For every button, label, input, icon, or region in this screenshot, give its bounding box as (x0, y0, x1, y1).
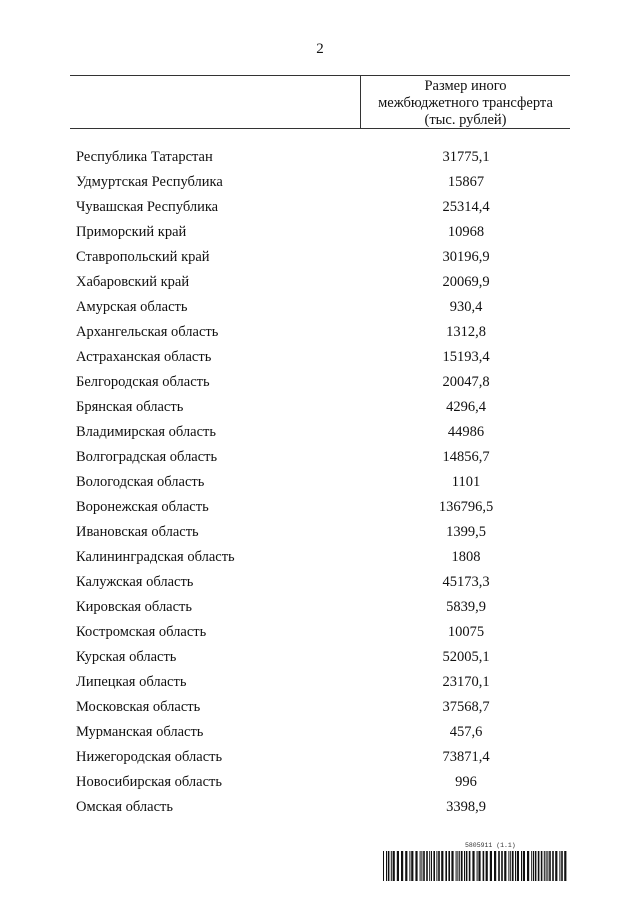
barcode-bar (549, 851, 551, 881)
transfer-amount: 15193,4 (442, 349, 490, 365)
table-row (0, 545, 640, 570)
table-row (0, 395, 640, 420)
barcode-bar (469, 851, 471, 881)
table-row (0, 270, 640, 295)
barcode-bar (415, 851, 417, 881)
barcode-bar (527, 851, 529, 881)
table-header-amount-cell (361, 78, 570, 129)
region-name: Вологодская область (76, 474, 205, 490)
table-row (0, 645, 640, 670)
transfer-amount: 996 (455, 774, 477, 790)
transfer-amount: 4296,4 (446, 399, 486, 415)
barcode-bar (445, 851, 447, 881)
barcode-bar (510, 851, 511, 881)
region-name: Кировская область (76, 599, 193, 615)
transfer-amount: 23170,1 (442, 674, 490, 690)
barcode-bar (544, 851, 545, 881)
header-amount-line-1: Размер иного (424, 78, 507, 94)
transfer-amount: 25314,4 (442, 199, 490, 215)
barcode-bar (477, 851, 478, 881)
barcode-bar (521, 851, 522, 881)
region-name: Владимирская область (76, 424, 216, 440)
transfer-amount: 1808 (451, 549, 481, 565)
barcode-caption: 5805911 (1.1) (465, 842, 516, 849)
region-name: Брянская область (76, 399, 184, 415)
region-name: Липецкая область (76, 674, 187, 690)
barcode-bar (559, 851, 560, 881)
transfer-amount: 1312,8 (446, 324, 486, 340)
barcode-bar (547, 851, 548, 881)
transfer-amount: 10968 (447, 224, 485, 240)
transfer-amount: 20047,8 (442, 374, 490, 390)
barcode-bar (512, 851, 514, 881)
table-row (0, 520, 640, 545)
transfer-amount: 31775,1 (442, 149, 490, 165)
barcode-bar (531, 851, 532, 881)
table-row (0, 745, 640, 770)
barcode-bar (523, 851, 525, 881)
transfer-amount: 37568,7 (442, 699, 490, 715)
barcode-bar (535, 851, 537, 881)
barcode-bar (498, 851, 500, 881)
barcode-bar (483, 851, 485, 881)
transfer-amount: 3398,9 (446, 799, 486, 815)
barcode-bar (564, 851, 566, 881)
barcode-bar (478, 851, 480, 881)
barcode-bar (421, 851, 422, 881)
barcode-bar (423, 851, 425, 881)
barcode-bar (457, 851, 458, 881)
transfer-amount: 14856,7 (442, 449, 490, 465)
barcode-bar (538, 851, 540, 881)
region-name: Костромская область (76, 624, 207, 640)
document-barcode (383, 842, 570, 882)
barcode-bar (433, 851, 435, 881)
table-row (0, 695, 640, 720)
table-row (0, 445, 640, 470)
barcode-bar (494, 851, 496, 881)
barcode-bar (431, 851, 432, 881)
page-number: 2 (316, 41, 324, 57)
transfer-amount: 930,4 (449, 299, 483, 315)
table-row (0, 220, 640, 245)
barcode-bar (448, 851, 450, 881)
barcode-icon (383, 851, 570, 881)
transfer-amount: 20069,9 (442, 274, 490, 290)
header-amount-line-3: (тыс. рублей) (424, 112, 507, 128)
barcode-bar (472, 851, 474, 881)
barcode-bar (383, 851, 384, 881)
region-name: Приморский край (76, 224, 187, 240)
barcode-bar (517, 851, 519, 881)
region-name: Амурская область (76, 299, 188, 315)
region-name: Белгородская область (76, 374, 210, 390)
region-name: Калужская область (76, 574, 194, 590)
barcode-bar (451, 851, 453, 881)
barcode-bar (436, 851, 437, 881)
transfer-amount: 30196,9 (442, 249, 490, 265)
barcode-bar (391, 851, 392, 881)
region-name: Архангельская область (76, 324, 219, 340)
table-row (0, 720, 640, 745)
transfer-amount: 5839,9 (446, 599, 486, 615)
transfer-amount: 1399,5 (446, 524, 486, 540)
barcode-bar (486, 851, 488, 881)
barcode-bar (441, 851, 443, 881)
barcode-bar (461, 851, 463, 881)
barcode-bar (541, 851, 543, 881)
transfer-amount: 457,6 (449, 724, 483, 740)
region-name: Ставропольский край (76, 249, 210, 265)
table-row (0, 295, 640, 320)
table-row (0, 320, 640, 345)
table-row (0, 195, 640, 220)
table-row (0, 795, 640, 820)
barcode-bar (466, 851, 468, 881)
transfer-amount: 1101 (451, 474, 481, 490)
table-row (0, 345, 640, 370)
barcode-bar (504, 851, 506, 881)
region-name: Астраханская область (76, 349, 212, 365)
table-row (0, 245, 640, 270)
transfer-amount: 15867 (447, 174, 485, 190)
barcode-bar (490, 851, 492, 881)
barcode-bar (420, 851, 421, 881)
barcode-bar (459, 851, 460, 881)
region-name: Калининградская область (76, 549, 235, 565)
table-row (0, 595, 640, 620)
region-name: Новосибирская область (76, 774, 222, 790)
transfer-amount: 44986 (447, 424, 485, 440)
barcode-bar (429, 851, 430, 881)
table-row (0, 495, 640, 520)
transfer-amount: 136796,5 (438, 499, 494, 515)
barcode-bar (426, 851, 428, 881)
table-row (0, 145, 640, 170)
barcode-bar (409, 851, 410, 881)
table-header-top-rule (70, 75, 570, 76)
barcode-bar (501, 851, 503, 881)
table-row (0, 620, 640, 645)
region-name: Удмуртская Республика (76, 174, 223, 190)
barcode-bar (508, 851, 509, 881)
transfer-amount: 10075 (447, 624, 485, 640)
table-header-bottom-rule (70, 128, 570, 129)
table-row (0, 770, 640, 795)
transfer-amount: 73871,4 (442, 749, 490, 765)
barcode-bar (386, 851, 387, 881)
barcode-bar (393, 851, 395, 881)
table-row (0, 170, 640, 195)
table-row (0, 670, 640, 695)
transfer-amount: 52005,1 (442, 649, 490, 665)
region-name: Волгоградская область (76, 449, 218, 465)
region-name: Ивановская область (76, 524, 199, 540)
barcode-bar (533, 851, 534, 881)
region-name: Чувашская Республика (76, 199, 219, 215)
barcode-bar (456, 851, 457, 881)
barcode-bar (546, 851, 547, 881)
barcode-bar (438, 851, 440, 881)
region-name: Мурманская область (76, 724, 204, 740)
barcode-bar (464, 851, 465, 881)
barcode-bar (411, 851, 413, 881)
barcode-bar (405, 851, 407, 881)
table-body (0, 145, 640, 820)
barcode-bar (552, 851, 554, 881)
barcode-bar (397, 851, 399, 881)
table-row (0, 420, 640, 445)
transfer-amount: 45173,3 (442, 574, 490, 590)
region-name: Республика Татарстан (76, 149, 213, 165)
header-amount-line-2: межбюджетного трансферта (378, 95, 553, 111)
barcode-bar (515, 851, 516, 881)
barcode-bar (388, 851, 390, 881)
table-row (0, 570, 640, 595)
region-name: Хабаровский край (76, 274, 190, 290)
region-name: Нижегородская область (76, 749, 223, 765)
region-name: Омская область (76, 799, 173, 815)
region-name: Воронежская область (76, 499, 209, 515)
table-row (0, 470, 640, 495)
barcode-bar (555, 851, 557, 881)
barcode-bar (401, 851, 403, 881)
region-name: Курская область (76, 649, 177, 665)
region-name: Московская область (76, 699, 201, 715)
barcode-bar (561, 851, 563, 881)
table-row (0, 370, 640, 395)
